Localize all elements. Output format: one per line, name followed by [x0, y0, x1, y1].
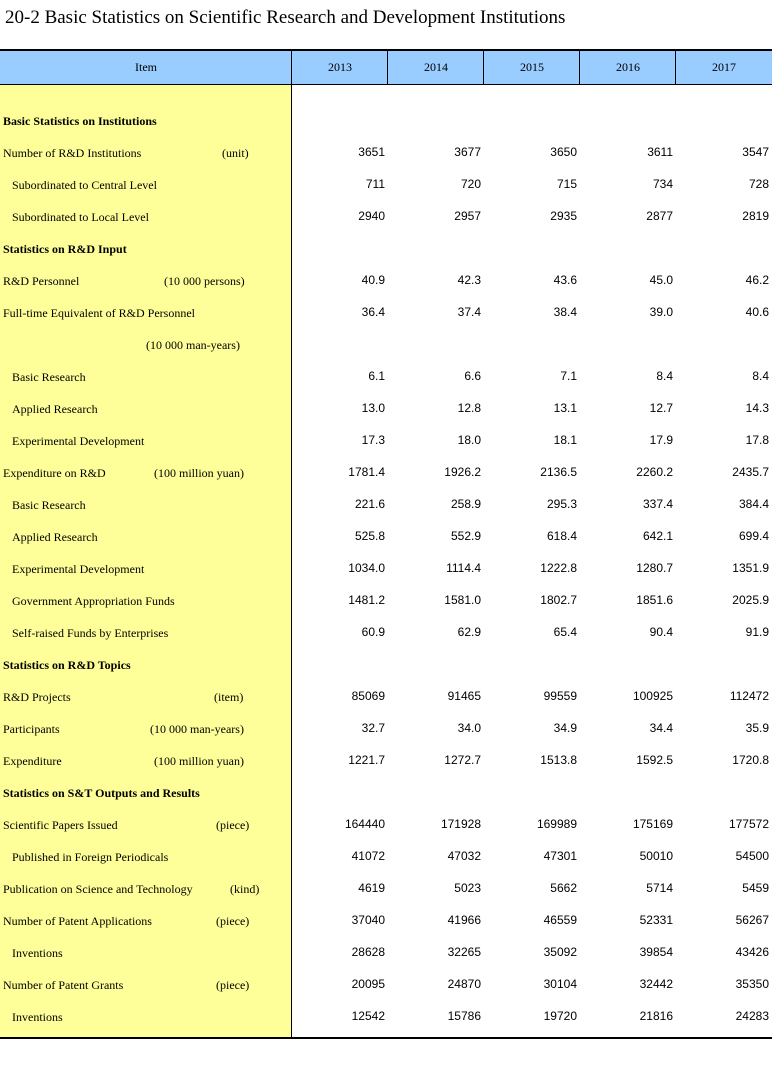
cell-value-2016: 337.4 — [642, 497, 673, 511]
cell-value-2015: 295.3 — [546, 497, 577, 511]
cell-value-2017: 46.2 — [745, 273, 769, 287]
row-label: Applied Research — [12, 530, 98, 544]
row-label: Applied Research — [12, 402, 98, 416]
cell-value-2016: 34.4 — [649, 721, 673, 735]
cell-value-2013: 85069 — [351, 689, 385, 703]
cell-value-2015: 7.1 — [560, 369, 577, 383]
row-label: Subordinated to Local Level — [12, 210, 149, 224]
cell-value-2014: 24870 — [447, 977, 481, 991]
cell-value-2016: 21816 — [639, 1009, 673, 1023]
cell-value-2014: 47032 — [447, 849, 481, 863]
cell-value-2014: 258.9 — [450, 497, 481, 511]
cell-value-2015: 35092 — [543, 945, 577, 959]
section-header-row — [0, 233, 772, 265]
table-row — [0, 905, 772, 937]
cell-value-2013: 40.9 — [361, 273, 385, 287]
cell-value-2013: 36.4 — [361, 305, 385, 319]
cell-value-2014: 32265 — [447, 945, 481, 959]
cell-value-2013: 1781.4 — [348, 465, 385, 479]
page-title: 20-2 Basic Statistics on Scientific Research and Development Institutions — [5, 7, 566, 28]
row-label: Full-time Equivalent of R&D Personnel — [3, 306, 195, 320]
cell-value-2013: 20095 — [351, 977, 385, 991]
cell-value-2014: 12.8 — [457, 401, 481, 415]
row-unit: (100 million yuan) — [154, 754, 244, 768]
table-row — [0, 809, 772, 841]
row-unit: (10 000 persons) — [164, 274, 245, 288]
cell-value-2013: 41072 — [351, 849, 385, 863]
cell-value-2017: 8.4 — [752, 369, 769, 383]
cell-value-2014: 37.4 — [457, 305, 481, 319]
row-label: Number of R&D Institutions — [3, 146, 142, 160]
cell-value-2017: 1720.8 — [732, 753, 769, 767]
cell-value-2016: 642.1 — [642, 529, 673, 543]
cell-value-2013: 2940 — [358, 209, 385, 223]
table-row — [0, 841, 772, 873]
header-year-2016: 2016 — [579, 51, 676, 84]
cell-value-2016: 45.0 — [649, 273, 673, 287]
cell-value-2015: 34.9 — [553, 721, 577, 735]
cell-value-2016: 12.7 — [649, 401, 673, 415]
cell-value-2013: 711 — [365, 177, 385, 191]
table-row — [0, 169, 772, 201]
cell-value-2015: 65.4 — [553, 625, 577, 639]
cell-value-2013: 1034.0 — [348, 561, 385, 575]
section-title: Statistics on R&D Input — [3, 242, 127, 256]
table-row — [0, 713, 772, 745]
cell-value-2013: 164440 — [344, 817, 385, 831]
cell-value-2015: 99559 — [543, 689, 577, 703]
row-label: R&D Personnel — [3, 274, 80, 288]
row-label: Expenditure on R&D — [3, 466, 106, 480]
cell-value-2017: 112472 — [729, 689, 769, 703]
header-year-2013: 2013 — [291, 51, 388, 84]
cell-value-2015: 1222.8 — [540, 561, 577, 575]
row-label: Number of Patent Applications — [3, 914, 152, 928]
cell-value-2013: 12542 — [351, 1009, 385, 1023]
row-label: Publication on Science and Technology — [3, 882, 193, 896]
cell-value-2015: 38.4 — [553, 305, 577, 319]
table-row — [0, 361, 772, 393]
table-row — [0, 457, 772, 489]
cell-value-2015: 3650 — [550, 145, 577, 159]
cell-value-2013: 60.9 — [361, 625, 385, 639]
table-row — [0, 521, 772, 553]
cell-value-2017: 40.6 — [745, 305, 769, 319]
cell-value-2014: 1272.7 — [444, 753, 481, 767]
cell-value-2015: 46559 — [543, 913, 577, 927]
row-label: Number of Patent Grants — [3, 978, 124, 992]
cell-value-2015: 618.4 — [546, 529, 577, 543]
cell-value-2015: 5662 — [550, 881, 577, 895]
cell-value-2017: 54500 — [735, 849, 769, 863]
cell-value-2015: 30104 — [543, 977, 577, 991]
cell-value-2015: 43.6 — [553, 273, 577, 287]
cell-value-2016: 17.9 — [649, 433, 673, 447]
cell-value-2014: 6.6 — [464, 369, 481, 383]
cell-value-2014: 41966 — [447, 913, 481, 927]
row-unit: (unit) — [222, 146, 249, 160]
cell-value-2016: 100925 — [632, 689, 673, 703]
cell-value-2013: 1481.2 — [348, 593, 385, 607]
cell-value-2015: 1802.7 — [540, 593, 577, 607]
cell-value-2016: 52331 — [639, 913, 673, 927]
cell-value-2014: 5023 — [454, 881, 481, 895]
row-label: Experimental Development — [12, 562, 145, 576]
cell-value-2015: 2136.5 — [540, 465, 577, 479]
cell-value-2014: 171928 — [440, 817, 481, 831]
cell-value-2017: 2819 — [742, 209, 769, 223]
cell-value-2017: 43426 — [735, 945, 769, 959]
row-label: Scientific Papers Issued — [3, 818, 118, 832]
cell-value-2016: 8.4 — [656, 369, 673, 383]
section-title: Statistics on S&T Outputs and Results — [3, 786, 200, 800]
cell-value-2017: 1351.9 — [732, 561, 769, 575]
cell-value-2014: 3677 — [454, 145, 481, 159]
cell-value-2016: 175169 — [632, 817, 673, 831]
table-row — [0, 969, 772, 1001]
cell-value-2017: 14.3 — [745, 401, 769, 415]
cell-value-2015: 2935 — [550, 209, 577, 223]
cell-value-2016: 3611 — [647, 145, 673, 159]
section-title: Basic Statistics on Institutions — [3, 114, 157, 128]
row-label: Participants — [3, 722, 60, 736]
cell-value-2017: 728 — [748, 177, 769, 191]
cell-value-2013: 13.0 — [361, 401, 385, 415]
cell-value-2016: 39.0 — [649, 305, 673, 319]
cell-value-2017: 3547 — [742, 145, 769, 159]
cell-value-2013: 1221.7 — [348, 753, 385, 767]
cell-value-2014: 1926.2 — [444, 465, 481, 479]
cell-value-2017: 5459 — [742, 881, 769, 895]
cell-value-2014: 34.0 — [457, 721, 481, 735]
row-unit: (piece) — [216, 978, 250, 992]
table-bottom-rule — [0, 1037, 772, 1039]
table-row — [0, 265, 772, 297]
row-unit: (kind) — [230, 882, 260, 896]
row-label: Basic Research — [12, 370, 86, 384]
table-row — [0, 585, 772, 617]
cell-value-2015: 1513.8 — [540, 753, 577, 767]
table-row — [0, 1001, 772, 1033]
cell-value-2016: 32442 — [639, 977, 673, 991]
cell-value-2015: 715 — [556, 177, 577, 191]
table-row — [0, 201, 772, 233]
row-label: Expenditure — [3, 754, 62, 768]
table-row — [0, 425, 772, 457]
row-unit: (10 000 man-years) — [150, 722, 244, 736]
cell-value-2017: 17.8 — [745, 433, 769, 447]
cell-value-2016: 734 — [652, 177, 673, 191]
cell-value-2013: 525.8 — [354, 529, 385, 543]
cell-value-2017: 91.9 — [745, 625, 769, 639]
cell-value-2016: 2260.2 — [636, 465, 673, 479]
table-row — [0, 489, 772, 521]
cell-value-2016: 2877 — [646, 209, 673, 223]
cell-value-2014: 1114.4 — [446, 561, 481, 575]
cell-value-2016: 1592.5 — [636, 753, 673, 767]
table-row — [0, 873, 772, 905]
row-label: Experimental Development — [12, 434, 145, 448]
table-row — [0, 681, 772, 713]
section-header-row — [0, 105, 772, 137]
cell-value-2014: 1581.0 — [444, 593, 481, 607]
table-row — [0, 617, 772, 649]
row-unit: (100 million yuan) — [154, 466, 244, 480]
cell-value-2014: 91465 — [447, 689, 481, 703]
table-row — [0, 745, 772, 777]
table-row — [0, 137, 772, 169]
cell-value-2017: 35350 — [735, 977, 769, 991]
header-year-2017: 2017 — [675, 51, 772, 84]
section-header-row — [0, 777, 772, 809]
cell-value-2014: 15786 — [447, 1009, 481, 1023]
cell-value-2013: 37040 — [351, 913, 385, 927]
row-label: R&D Projects — [3, 690, 71, 704]
cell-value-2013: 6.1 — [368, 369, 385, 383]
row-label: Basic Research — [12, 498, 86, 512]
cell-value-2013: 32.7 — [361, 721, 385, 735]
header-item: Item — [135, 60, 157, 74]
cell-value-2016: 50010 — [639, 849, 673, 863]
cell-value-2017: 699.4 — [738, 529, 769, 543]
row-label: Self-raised Funds by Enterprises — [12, 626, 169, 640]
cell-value-2015: 169989 — [536, 817, 577, 831]
cell-value-2013: 4619 — [358, 881, 385, 895]
table-row — [0, 297, 772, 329]
row-unit: (10 000 man-years) — [146, 338, 240, 352]
cell-value-2017: 2025.9 — [732, 593, 769, 607]
section-title: Statistics on R&D Topics — [3, 658, 131, 672]
row-unit: (item) — [214, 690, 244, 704]
header-year-2015: 2015 — [483, 51, 580, 84]
row-unit: (piece) — [216, 914, 250, 928]
cell-value-2015: 19720 — [543, 1009, 577, 1023]
cell-value-2016: 1851.6 — [636, 593, 673, 607]
header-year-2014: 2014 — [387, 51, 484, 84]
cell-value-2017: 35.9 — [745, 721, 769, 735]
cell-value-2013: 221.6 — [354, 497, 385, 511]
table-header — [0, 51, 772, 85]
cell-value-2016: 1280.7 — [636, 561, 673, 575]
row-label: Published in Foreign Periodicals — [12, 850, 169, 864]
cell-value-2017: 24283 — [735, 1009, 769, 1023]
cell-value-2015: 13.1 — [553, 401, 577, 415]
cell-value-2014: 720 — [460, 177, 481, 191]
cell-value-2014: 42.3 — [457, 273, 481, 287]
cell-value-2014: 2957 — [454, 209, 481, 223]
cell-value-2016: 5714 — [646, 881, 673, 895]
cell-value-2013: 3651 — [358, 145, 385, 159]
row-label: Inventions — [12, 946, 63, 960]
cell-value-2014: 552.9 — [450, 529, 481, 543]
row-unit: (piece) — [216, 818, 250, 832]
cell-value-2016: 39854 — [639, 945, 673, 959]
cell-value-2017: 2435.7 — [732, 465, 769, 479]
cell-value-2017: 384.4 — [738, 497, 769, 511]
table-row — [0, 937, 772, 969]
row-label: Inventions — [12, 1010, 63, 1024]
row-label: Subordinated to Central Level — [12, 178, 157, 192]
cell-value-2017: 56267 — [735, 913, 769, 927]
cell-value-2015: 18.1 — [553, 433, 577, 447]
section-header-row — [0, 649, 772, 681]
cell-value-2013: 17.3 — [361, 433, 385, 447]
cell-value-2014: 18.0 — [457, 433, 481, 447]
cell-value-2015: 47301 — [543, 849, 577, 863]
cell-value-2016: 90.4 — [649, 625, 673, 639]
table-row — [0, 393, 772, 425]
table-row — [0, 329, 772, 361]
cell-value-2017: 177572 — [728, 817, 769, 831]
cell-value-2014: 62.9 — [457, 625, 481, 639]
row-label: Government Appropriation Funds — [12, 594, 175, 608]
table-row — [0, 553, 772, 585]
cell-value-2013: 28628 — [351, 945, 385, 959]
